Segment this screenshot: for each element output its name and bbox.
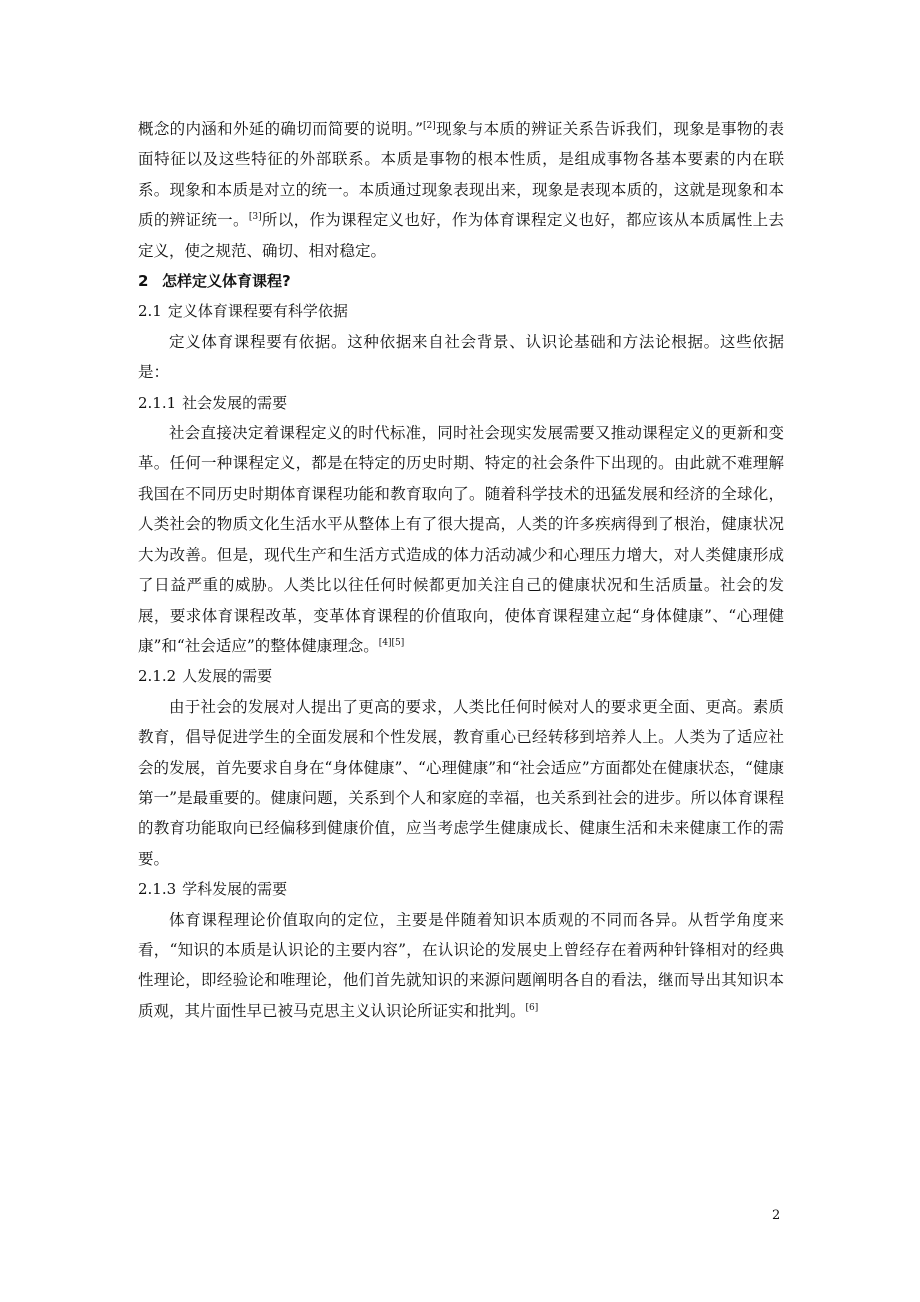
section-number: 2.1.3	[138, 880, 177, 899]
paragraph-2-1-3	[138, 905, 784, 1027]
citation-6: [6]	[525, 1002, 539, 1013]
intro-text-3: 所以，作为课程定义也好，作为体育课程定义也好，都应该从本质属性上去定义，使之规范、确切、相对稳定。	[138, 211, 784, 260]
section-heading-2-1-3	[138, 874, 784, 904]
section-title: 人发展的需要	[182, 667, 273, 686]
paragraph-text: 体育课程理论价值取向的定位，主要是伴随着知识本质观的不同而各异。从哲学角度来看，“知识的本质是认识论的主要内容”，在认识论的发展史上曾经存在着两种针锋相对的经典性理论，即经验论和唯理论，他们首先就知识的来源问题阐明各自的看法，继而导出其知识本质观，其片面性早已被马克思主义认识论所证实和批判。	[138, 910, 784, 1020]
section-title: 社会发展的需要	[182, 393, 288, 412]
section-heading-2-1-1	[138, 388, 784, 418]
citation-3: [3]	[248, 212, 262, 223]
section-number: 2.1.1	[138, 393, 177, 412]
section-heading-2-1-2	[138, 661, 784, 691]
paragraph-text: 社会直接决定着课程定义的时代标准，同时社会现实发展需要又推动课程定义的更新和变革。任何一种课程定义，都是在特定的历史时期、特定的社会条件下出现的。由此就不难理解我国在不同历史时期体育课程功能和教育取向了。随着科学技术的迅猛发展和经济的全球化，人类社会的物质文化生活水平从整体上有了很大提高，人类的许多疾病得到了根治，健康状况大为改善。但是，现代生产和生活方式造成的体力活动减少和心理压力增大，对人类健康形成了日益严重的威胁。人类比以往任何时候都更加关注自己的健康状况和生活质量。社会的发展，要求体育课程改革，变革体育课程的价值取向，使体育课程建立起“身体健康”、“心理健康”和“社会适应”的整体健康理念。	[138, 424, 784, 655]
section-title: 怎样定义体育课程?	[162, 272, 291, 291]
citation-4-5: [4][5]	[378, 637, 405, 648]
page-number: 2	[772, 1208, 781, 1223]
section-number: 2	[138, 272, 149, 291]
section-heading-2	[138, 266, 784, 296]
paragraph-2-1: 定义体育课程要有依据。这种依据来自社会背景、认识论基础和方法论根据。这些依据是：	[138, 332, 784, 382]
section-number: 2.1	[138, 302, 162, 321]
section-title: 定义体育课程要有科学依据	[167, 302, 348, 321]
intro-text-2: 现象与本质的辨证关系告诉我们，现象是事物的表面特征以及这些特征的外部联系。本质是事物的根本性质，是组成事物各基本要素的内在联系。现象和本质是对立的统一。本质通过现象表现出来，现象是表现本质的，这就是现象和本质的辨证统一。	[138, 120, 784, 230]
paragraph-2-1-2: 由于社会的发展对人提出了更高的要求，人类比任何时候对人的要求更全面、更高。素质教育，倡导促进学生的全面发展和个性发展，教育重心已经转移到培养人上。人类为了适应社会的发展，首先要求自身在“身体健康”、“心理健康”和“社会适应”方面都处在健康状态，“健康第一”是最重要的。健康问题，关系到个人和家庭的幸福，也关系到社会的进步。所以体育课程的教育功能取向已经偏移到健康价值，应当考虑学生健康成长、健康生活和未来健康工作的需要。	[138, 697, 784, 868]
intro-text-1: 概念的内涵和外延的确切而简要的说明。”	[138, 120, 424, 138]
paragraph-intro	[138, 114, 784, 266]
paragraph-2-1-1	[138, 418, 784, 661]
section-heading-2-1	[138, 296, 784, 326]
document-body	[138, 114, 784, 1026]
section-number: 2.1.2	[138, 667, 177, 686]
citation-2: [2]	[423, 121, 436, 131]
section-title: 学科发展的需要	[182, 880, 288, 899]
